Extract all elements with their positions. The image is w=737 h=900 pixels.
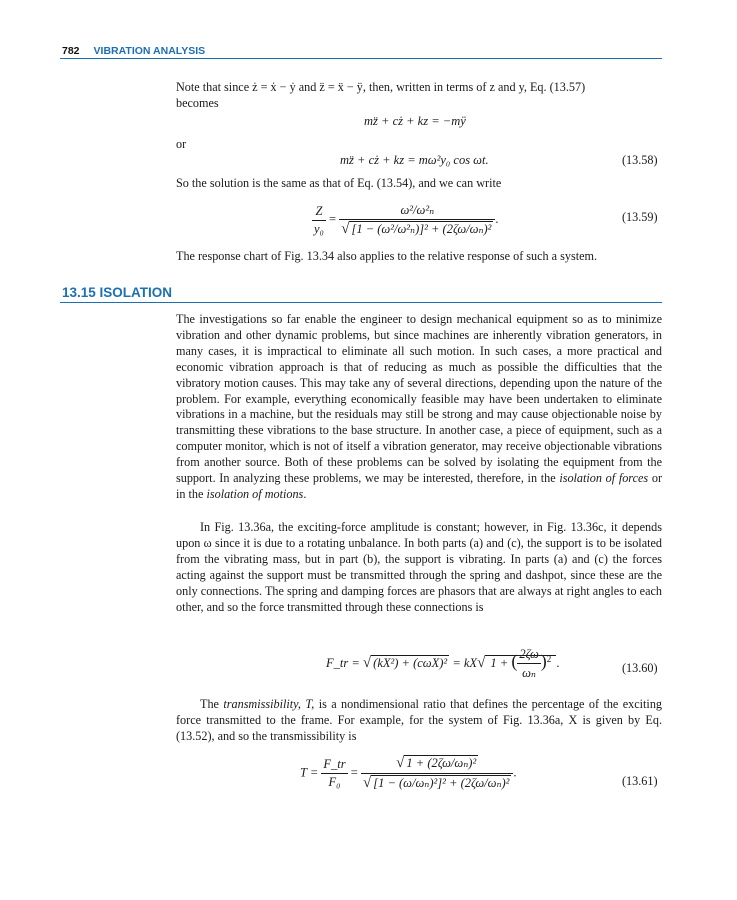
para-1-end: . — [303, 486, 307, 501]
equation-number-13-61: (13.61) — [622, 774, 658, 788]
eq-13-60-fden: ωₙ — [517, 663, 540, 681]
eq-13-61-den: [1 − (ω/ωₙ)²]² + (2ζω/ωₙ)² — [373, 776, 510, 790]
para-1-em-isolation-motions: isolation of motions — [206, 486, 304, 501]
eq-13-61-lhs: T = — [300, 765, 319, 780]
note-line-1: Note that since ż = ẋ − ẏ and z̈ = ẍ − ÿ, then, written in terms of z and y, Eq. (13.57) — [176, 80, 586, 94]
section-heading: 13.15 ISOLATION — [62, 285, 173, 300]
equation-13-59: $\frac{Z}{\text{y₀}}$ = $\frac{\text{ω²/ω²ₙ}}{\text{√ [1 − (ω²/ω²ₙ)]² + (2ζω/ωₙ)²}}$ . — [314, 203, 499, 237]
page-number: 782 — [62, 45, 80, 57]
eq-13-59-lhs-den: y₀ — [314, 221, 324, 236]
eq-13-59-lhs — [312, 204, 326, 237]
para-3-text: is a nondimensional ratio that defines the percentage of the exciting force transmitted to the frame. For example, for the system of Fig. 13.36a, X is given by Eq. (13.52), and so the transmissibility is — [176, 697, 663, 743]
eq-13-59-lhs-num: Z — [315, 203, 323, 218]
eq-13-60-mid: = kX — [452, 655, 478, 670]
eq-13-61-f0: F₀ — [321, 773, 347, 790]
eq-13-60-lhs: F_tr = — [326, 655, 360, 670]
para-2-text: In Fig. 13.36a, the exciting-force amplitude is constant; however, in Fig. 13.36c, it depends upon ω since it is due to a rotating unbalance. In both parts (a) and (c), the support is to be isolated from the vibrating mass, but in part (b), the support is vibrating. In parts (a) and (c) the forces acting against the support must be transmitted through the spring and dashpot, since these are the only connections. The spring and damping forces are phasors that are always at right angles to each other, and so the force transmitted through these connections is — [176, 520, 662, 614]
para-1-text: The investigations so far enable the engineer to design mechanical equipment so as to minimize vibration and other dynamic problems, but since machines are inherently vibration generators, in many cases, it is impractical to eliminate all such motion. In such cases, a more practical and economic vibration approach is that of reducing as much as possible the difficulties that the vibratory motion causes. This may take any of several directions, depending upon the nature of the problem. For example, everything economically feasible may have been undertaken to eliminate vibrations in a machine, but the residuals may still be strong and may cause objectionable noise by transmitting these vibrations to the base structure. In another case, a piece of equipment, such as a computer monitor, which is not of itself a vibration generator, may receive objectionable vibrations from another source. Both of these problems can be solved by isolating the equipment from the support. In analyzing these problems, we may be interested, therefore, in the — [176, 312, 662, 486]
equation-13-60: F_tr = √ (kX²) + (cωX)² = kX√ 1 + ( $\frac{2\zeta\omega}{\text{ωₙ}}$ )$^2$ . — [326, 647, 560, 680]
running-header — [62, 45, 205, 57]
equation-number-13-59: (13.59) — [622, 210, 658, 224]
equation-unnumbered: mz̈ + cż + kz = −mÿ — [364, 114, 466, 128]
or-text: or — [176, 137, 187, 151]
equation-13-58: mz̈ + cż + kz = mω²y₀ cos ωt. — [340, 153, 489, 167]
paragraph-1 — [176, 312, 662, 503]
running-title: VIBRATION ANALYSIS — [93, 45, 206, 57]
paragraph-2 — [176, 520, 662, 615]
eq-13-60-fraction — [517, 647, 540, 681]
eq-13-61-rhs: $\frac{\text{√ 1 + (2ζω/ωₙ)²}}{\text{√ [1 − (ω/ωₙ)²]² + (2ζω/ωₙ)²}}$ — [361, 755, 513, 792]
header-rule — [60, 58, 662, 59]
eq-13-60-radicand: (kX²) + (cωX)² — [373, 655, 448, 670]
paragraph-3 — [176, 697, 662, 745]
solution-line: So the solution is the same as that of Eq. (13.54), and we can write — [176, 176, 502, 190]
eq-13-59-den: [1 − (ω²/ω²ₙ)]² + (2ζω/ωₙ)² — [351, 222, 492, 236]
para-3-pre: The — [200, 697, 219, 711]
eq-13-59-num: ω²/ω²ₙ — [400, 203, 435, 217]
equation-number-13-58: (13.58) — [622, 153, 658, 167]
section-rule — [60, 302, 662, 303]
note-line-2: becomes — [176, 96, 219, 110]
response-line: The response chart of Fig. 13.34 also applies to the relative response of such a system. — [176, 249, 598, 263]
para-1-mid: or in the — [176, 471, 662, 501]
eq-13-61-num: 1 + (2ζω/ωₙ)² — [406, 756, 477, 770]
equation-number-13-60: (13.60) — [622, 661, 658, 675]
eq-13-59-rhs: $\frac{\text{ω²/ω²ₙ}}{\text{√ [1 − (ω²/ω²ₙ)]² + (2ζω/ωₙ)²}}$ — [339, 202, 495, 238]
equation-13-61: T = $\frac{F\_tr}{\text{F₀}}$ = $\frac{\text{√ 1 + (2ζω/ωₙ)²}}{\text{√ [1 − (ω/ωₙ)²]² + (2ζω/ωₙ)²}}$ . — [300, 755, 517, 791]
para-3-em: transmissibility, T, — [223, 697, 315, 711]
eq-13-61-force-ratio — [321, 757, 347, 790]
eq-13-60-fnum: 2ζω — [519, 647, 539, 661]
para-1-em-isolation-forces: isolation of forces — [559, 471, 649, 486]
eq-13-60-one: 1 + — [490, 655, 509, 670]
eq-13-61-ftr: F_tr — [323, 757, 346, 771]
